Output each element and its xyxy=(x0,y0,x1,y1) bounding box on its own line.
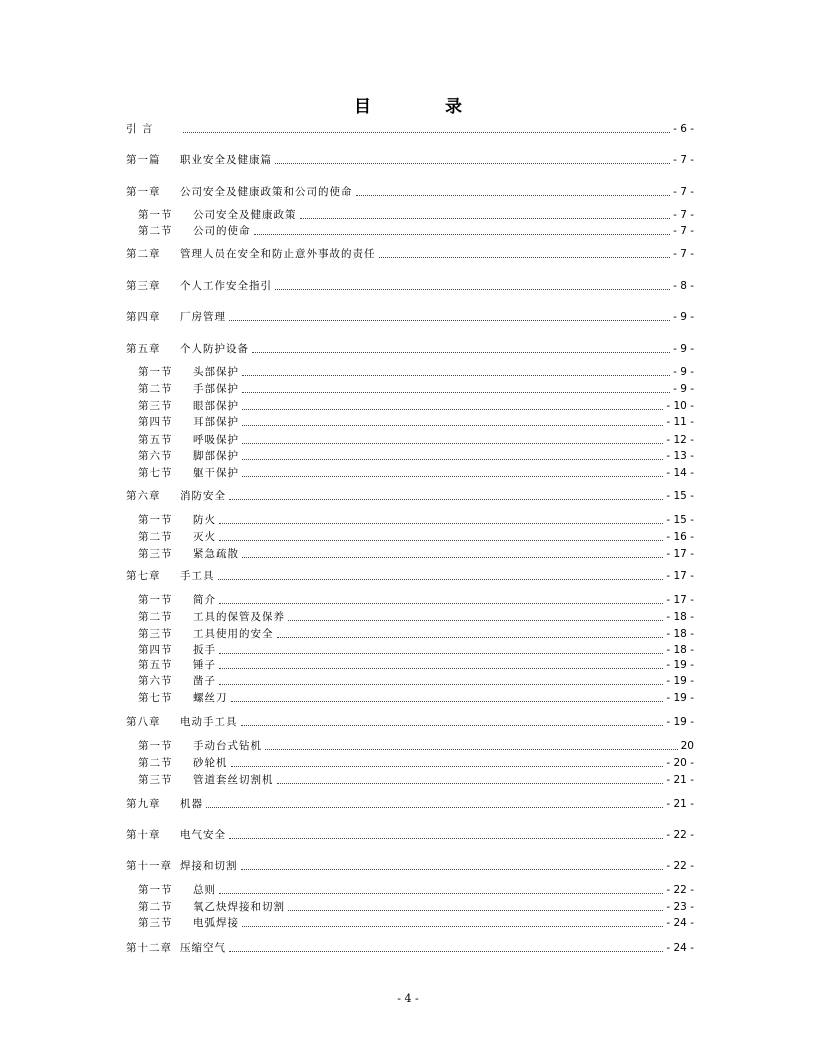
dot-leader xyxy=(300,217,671,219)
toc-entry-label: 第三章 xyxy=(126,280,161,292)
toc-entry-label: 第十章 xyxy=(126,829,161,841)
dot-leader xyxy=(277,782,664,784)
toc-entry-label: 第七章 xyxy=(126,570,161,582)
toc-section-entry[interactable] xyxy=(138,546,694,562)
toc-entry-label: 第三节 xyxy=(138,628,173,640)
dot-leader xyxy=(219,652,663,654)
toc-section-entry[interactable] xyxy=(138,673,694,689)
dot-leader xyxy=(218,578,664,580)
toc-entry-title: 工具使用的安全 xyxy=(193,628,274,640)
toc-entry-title: 手部保护 xyxy=(193,383,239,395)
dot-leader xyxy=(219,683,663,685)
toc-entry-label: 第七节 xyxy=(138,467,173,479)
toc-section-entry[interactable] xyxy=(138,592,694,608)
toc-section-entry[interactable] xyxy=(138,915,694,931)
toc-chapter-entry[interactable] xyxy=(126,714,694,730)
toc-entry-title: 管道套丝切割机 xyxy=(193,774,274,786)
toc-entry-page: - 9 - xyxy=(673,383,694,395)
toc-entry-title: 防火 xyxy=(193,514,216,526)
toc-entry-title: 公司安全及健康政策 xyxy=(193,209,297,221)
dot-leader xyxy=(242,556,663,558)
toc-entry-label: 第二章 xyxy=(126,248,161,260)
toc-entry-page: - 9 - xyxy=(673,311,694,323)
toc-section-entry[interactable] xyxy=(138,738,694,754)
toc-entry-label: 第五节 xyxy=(138,434,173,446)
dot-leader xyxy=(242,424,663,426)
toc-entry-title: 螺丝刀 xyxy=(193,692,228,704)
toc-entry-label: 第九章 xyxy=(126,798,161,810)
toc-title: 目 录 xyxy=(354,97,496,117)
toc-entry-page: - 15 - xyxy=(666,514,694,526)
toc-section-entry[interactable] xyxy=(138,381,694,397)
toc-entry-label: 第三节 xyxy=(138,774,173,786)
toc-entry-label: 第六节 xyxy=(138,450,173,462)
toc-entry-page: - 9 - xyxy=(673,343,694,355)
toc-entry-title: 简介 xyxy=(193,594,216,606)
toc-section-entry[interactable] xyxy=(138,626,694,642)
toc-entry-page: - 18 - xyxy=(666,628,694,640)
toc-section-entry[interactable] xyxy=(138,465,694,481)
toc-entry-label: 第五节 xyxy=(138,659,173,671)
toc-entry-page: - 9 - xyxy=(673,366,694,378)
toc-entry-label: 第三节 xyxy=(138,917,173,929)
toc-chapter-entry[interactable] xyxy=(126,246,694,262)
toc-entry-label: 第四节 xyxy=(138,416,173,428)
toc-entry-label: 第二节 xyxy=(138,225,173,237)
toc-entry-title: 眼部保护 xyxy=(193,400,239,412)
toc-entry-page: - 24 - xyxy=(666,942,694,954)
toc-entry-title: 锤子 xyxy=(193,659,216,671)
toc-entry-page: - 17 - xyxy=(666,570,694,582)
dot-leader xyxy=(275,162,670,164)
toc-entry-page: - 8 - xyxy=(673,280,694,292)
toc-entry-title: 职业安全及健康篇 xyxy=(180,154,272,166)
toc-section-entry[interactable] xyxy=(138,432,694,448)
toc-section-entry[interactable] xyxy=(138,398,694,414)
toc-entry-title: 手工具 xyxy=(180,570,215,582)
toc-entry-label: 第一节 xyxy=(138,740,173,752)
dot-leader xyxy=(275,288,670,290)
toc-entry-title: 压缩空气 xyxy=(180,942,226,954)
toc-entry-page: - 13 - xyxy=(666,450,694,462)
toc-section-entry[interactable] xyxy=(138,223,694,239)
toc-entry-page: - 10 - xyxy=(666,400,694,412)
toc-section-entry[interactable] xyxy=(138,899,694,915)
toc-section-entry[interactable] xyxy=(138,642,694,658)
toc-entry-label: 第一节 xyxy=(138,884,173,896)
dot-leader xyxy=(242,374,670,376)
toc-entry-page: - 19 - xyxy=(666,716,694,728)
dot-leader xyxy=(219,539,663,541)
toc-entry-title: 耳部保护 xyxy=(193,416,239,428)
toc-entry-label: 引 言 xyxy=(126,123,154,135)
toc-entry-label: 第二节 xyxy=(138,757,173,769)
toc-entry-page: - 18 - xyxy=(666,644,694,656)
toc-entry-page: - 21 - xyxy=(666,774,694,786)
dot-leader xyxy=(219,602,663,604)
toc-section-entry[interactable] xyxy=(138,207,694,223)
dot-leader xyxy=(356,194,671,196)
toc-entry-label: 第十一章 xyxy=(126,860,172,872)
toc-entry-label: 第六章 xyxy=(126,490,161,502)
toc-entry-page: - 17 - xyxy=(666,548,694,560)
toc-entry-title: 砂轮机 xyxy=(193,757,228,769)
toc-entry-label: 第六节 xyxy=(138,675,173,687)
toc-entry-label: 第一节 xyxy=(138,366,173,378)
toc-entry-label: 第一节 xyxy=(138,594,173,606)
toc-entry-label: 第五章 xyxy=(126,343,161,355)
toc-entry-label: 第四章 xyxy=(126,311,161,323)
toc-entry-page: 20 xyxy=(680,740,694,752)
toc-entry-title: 消防安全 xyxy=(180,490,226,502)
toc-entry-page: - 21 - xyxy=(666,798,694,810)
toc-entry-title: 凿子 xyxy=(193,675,216,687)
toc-section-entry[interactable] xyxy=(138,690,694,706)
dot-leader xyxy=(265,748,678,750)
dot-leader xyxy=(379,256,671,258)
toc-entry-title: 管理人员在安全和防止意外事故的责任 xyxy=(180,248,376,260)
toc-chapter-entry[interactable] xyxy=(126,121,694,137)
toc-section-entry[interactable] xyxy=(138,882,694,898)
dot-leader xyxy=(277,636,664,638)
toc-entry-label: 第八章 xyxy=(126,716,161,728)
toc-entry-page: - 7 - xyxy=(673,186,694,198)
toc-entry-title: 机器 xyxy=(180,798,203,810)
dot-leader xyxy=(242,925,663,927)
toc-entry-title: 厂房管理 xyxy=(180,311,226,323)
dot-leader xyxy=(229,837,663,839)
toc-entry-label: 第一节 xyxy=(138,209,173,221)
toc-entry-title: 手动台式钻机 xyxy=(193,740,262,752)
toc-entry-label: 第四节 xyxy=(138,644,173,656)
toc-entry-title: 呼吸保护 xyxy=(193,434,239,446)
toc-entry-page: - 20 - xyxy=(666,757,694,769)
toc-entry-page: - 6 - xyxy=(673,123,694,135)
toc-chapter-entry[interactable] xyxy=(126,488,694,504)
toc-entry-page: - 12 - xyxy=(666,434,694,446)
toc-entry-page: - 19 - xyxy=(666,659,694,671)
toc-entry-title: 扳手 xyxy=(193,644,216,656)
toc-entry-page: - 15 - xyxy=(666,490,694,502)
toc-entry-title: 电弧焊接 xyxy=(193,917,239,929)
toc-entry-label: 第十二章 xyxy=(126,942,172,954)
toc-entry-page: - 22 - xyxy=(666,829,694,841)
toc-entry-title: 电动手工具 xyxy=(180,716,238,728)
toc-section-entry[interactable] xyxy=(138,772,694,788)
dot-leader xyxy=(254,233,671,235)
toc-section-entry[interactable] xyxy=(138,364,694,380)
toc-entry-page: - 22 - xyxy=(666,860,694,872)
toc-section-entry[interactable] xyxy=(138,529,694,545)
toc-entry-page: - 7 - xyxy=(673,209,694,221)
dot-leader xyxy=(219,522,663,524)
toc-entry-page: - 7 - xyxy=(673,225,694,237)
toc-entry-title: 头部保护 xyxy=(193,366,239,378)
toc-section-entry[interactable] xyxy=(138,609,694,625)
toc-entry-label: 第三节 xyxy=(138,548,173,560)
toc-entry-page: - 17 - xyxy=(666,594,694,606)
toc-entry-title: 个人防护设备 xyxy=(180,343,249,355)
toc-entry-label: 第二节 xyxy=(138,901,173,913)
toc-entry-page: - 7 - xyxy=(673,248,694,260)
dot-leader xyxy=(242,442,663,444)
toc-entry-page: - 11 - xyxy=(666,416,694,428)
toc-entry-page: - 19 - xyxy=(666,675,694,687)
toc-chapter-entry[interactable] xyxy=(126,858,694,874)
dot-leader xyxy=(241,724,664,726)
page-number: - 4 - xyxy=(397,992,419,1005)
toc-entry-title: 公司安全及健康政策和公司的使命 xyxy=(180,186,353,198)
dot-leader xyxy=(231,700,664,702)
toc-chapter-entry[interactable] xyxy=(126,184,694,200)
toc-entry-label: 第一章 xyxy=(126,186,161,198)
toc-entry-page: - 23 - xyxy=(666,901,694,913)
toc-entry-title: 个人工作安全指引 xyxy=(180,280,272,292)
toc-entry-title: 总则 xyxy=(193,884,216,896)
dot-leader xyxy=(242,475,663,477)
toc-entry-page: - 22 - xyxy=(666,884,694,896)
toc-entry-title: 焊接和切割 xyxy=(180,860,238,872)
toc-entry-title: 公司的使命 xyxy=(193,225,251,237)
dot-leader xyxy=(229,950,663,952)
toc-entry-title: 工具的保管及保养 xyxy=(193,611,285,623)
dot-leader xyxy=(229,319,670,321)
toc-entry-title: 紧急疏散 xyxy=(193,548,239,560)
toc-entry-page: - 18 - xyxy=(666,611,694,623)
dot-leader xyxy=(242,408,663,410)
toc-entry-title: 灭火 xyxy=(193,531,216,543)
toc-entry-label: 第三节 xyxy=(138,400,173,412)
toc-entry-label: 第二节 xyxy=(138,531,173,543)
toc-entry-page: - 24 - xyxy=(666,917,694,929)
toc-section-entry[interactable] xyxy=(138,657,694,673)
toc-entry-label: 第一节 xyxy=(138,514,173,526)
toc-entry-page: - 16 - xyxy=(666,531,694,543)
toc-entry-title: 躯干保护 xyxy=(193,467,239,479)
dot-leader xyxy=(288,619,663,621)
dot-leader xyxy=(252,351,670,353)
toc-entry-title: 氧乙炔焊接和切割 xyxy=(193,901,285,913)
toc-entry-label: 第二节 xyxy=(138,383,173,395)
toc-entry-label: 第二节 xyxy=(138,611,173,623)
dot-leader xyxy=(242,458,663,460)
dot-leader xyxy=(231,765,664,767)
dot-leader xyxy=(206,806,663,808)
toc-chapter-entry[interactable] xyxy=(126,827,694,843)
toc-entry-title: 脚部保护 xyxy=(193,450,239,462)
toc-entry-page: - 14 - xyxy=(666,467,694,479)
toc-section-entry[interactable] xyxy=(138,755,694,771)
dot-leader xyxy=(219,667,663,669)
toc-section-entry[interactable] xyxy=(138,448,694,464)
dot-leader xyxy=(219,892,663,894)
toc-entry-title: 电气安全 xyxy=(180,829,226,841)
toc-chapter-entry[interactable] xyxy=(126,278,694,294)
toc-chapter-entry[interactable] xyxy=(126,309,694,325)
toc-chapter-entry[interactable] xyxy=(126,796,694,812)
dot-leader xyxy=(241,868,664,870)
toc-chapter-entry[interactable] xyxy=(126,940,694,956)
toc-section-entry[interactable] xyxy=(138,512,694,528)
toc-section-entry[interactable] xyxy=(138,414,694,430)
toc-entry-label: 第七节 xyxy=(138,692,173,704)
toc-chapter-entry[interactable] xyxy=(126,341,694,357)
toc-entry-page: - 19 - xyxy=(666,692,694,704)
toc-chapter-entry[interactable] xyxy=(126,568,694,584)
dot-leader xyxy=(183,131,670,133)
toc-entry-page: - 7 - xyxy=(673,154,694,166)
dot-leader xyxy=(288,909,663,911)
toc-entry-label: 第一篇 xyxy=(126,154,161,166)
toc-chapter-entry[interactable] xyxy=(126,152,694,168)
dot-leader xyxy=(229,498,663,500)
dot-leader xyxy=(242,391,670,393)
